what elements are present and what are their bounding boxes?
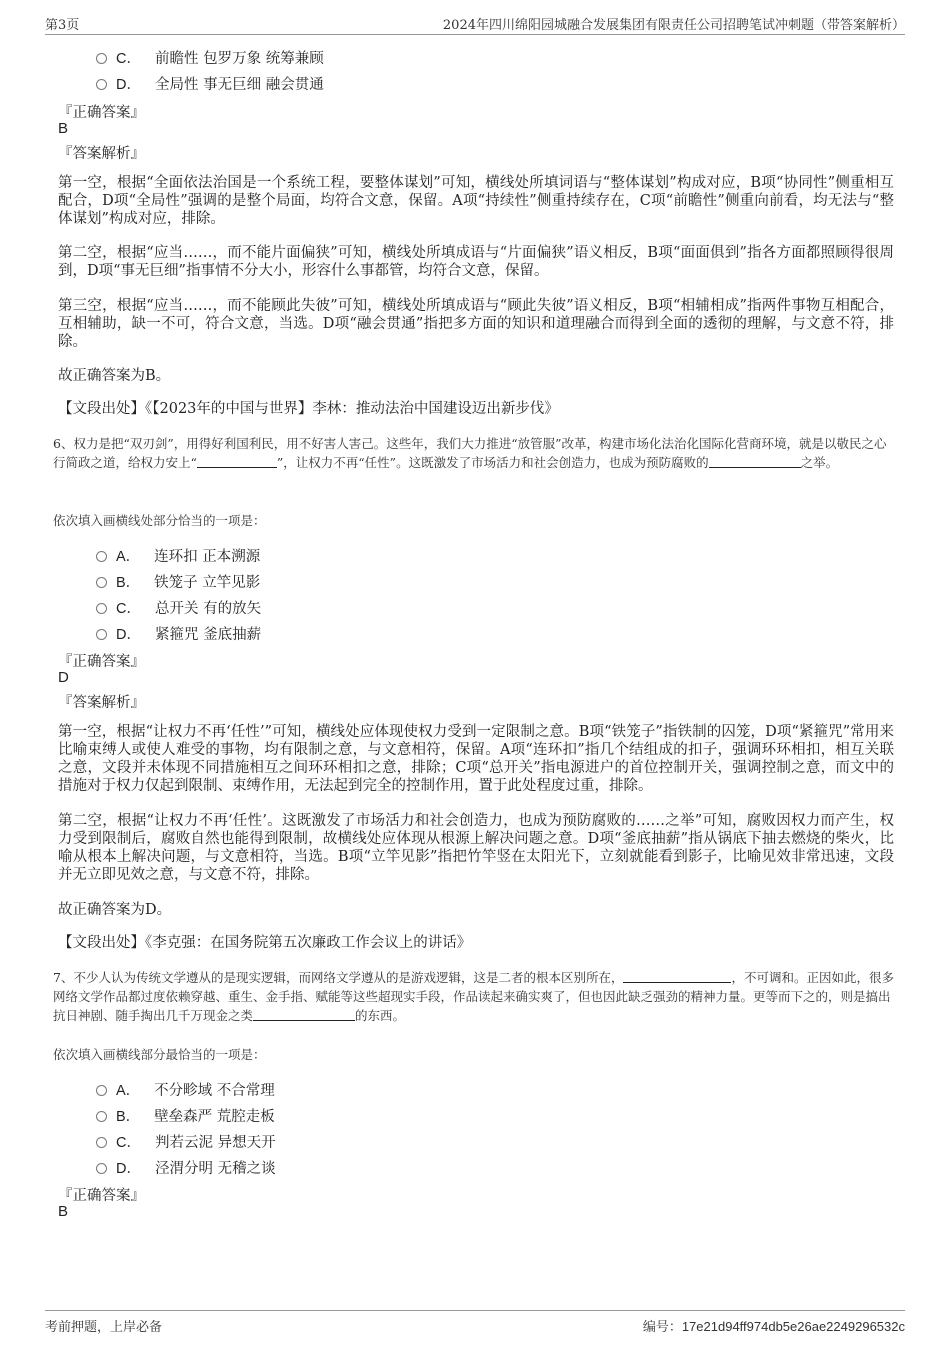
page-footer [45, 1310, 905, 1335]
q5-analysis-para-2: 第二空，根据“应当……，而不能片面偏狭”可知，横线处所填成语与“片面偏狭”语义相反，B项“面面俱到”指各方面都照顾得很周到，D项“事无巨细”指事情不分大小，形容什么事都管，均符合文意，保留。 [58, 245, 894, 279]
q5-analysis-label: 『答案解析』 [58, 146, 145, 162]
page-header [45, 12, 905, 35]
q6-answer: D [58, 669, 69, 686]
page-number: 第3页 [45, 18, 80, 33]
q6-option-c[interactable]: C． 总开关 有的放矢 [96, 597, 261, 618]
q5-option-d[interactable]: D． 全局性 事无巨细 融会贯通 [96, 73, 324, 94]
blank-line [253, 1008, 355, 1021]
radio-icon[interactable] [96, 629, 107, 640]
q5-conclusion: 故正确答案为B。 [58, 368, 171, 384]
q7-answer: B [58, 1203, 69, 1220]
radio-icon[interactable] [96, 1137, 107, 1148]
q6-analysis-label: 『答案解析』 [58, 695, 145, 711]
q5-source: 【文段出处】《【2023年的中国与世界】李林：推动法治中国建设迈出新步伐》 [58, 401, 559, 417]
q7-option-c[interactable]: C． 判若云泥 异想天开 [96, 1131, 276, 1152]
footer-slogan: 考前押题，上岸必备 [45, 1320, 163, 1335]
blank-line [623, 970, 731, 983]
q7-option-d[interactable]: D． 泾渭分明 无稽之谈 [96, 1157, 276, 1178]
radio-icon[interactable] [96, 1111, 107, 1122]
q6-stem: 6、权力是把“双刃剑”，用得好利国利民，用不好害人害己。这些年，我们大力推进“放管服”改革，构建市场化法治化国际化营商环境，就是以敬民之心行简政之道，给权力安上“ ”，让权力不再“任性”。这既激发了市场活力和社会创造力，也成为预防腐败的 之举。 [53, 436, 887, 470]
q6-analysis-para-1: 第一空，根据“让权力不再‘任性’”可知，横线处应体现使权力受到一定限制之意。B项“铁笼子”指铁制的囚笼，D项“紧箍咒”常用来比喻束缚人或使人难受的事物，均有限制之意，与文意相符，保留。A项“连环扣”指几个结组成的扣子，强调环环相扣，相互关联之意，文段并未体现不同措施相互之间环环相扣之意，排除；C项“总开关”指电源进户的首位控制开关，强调控制之意，而文中的措施对于权力仅起到限制、束缚作用，无法起到完全的控制作用，置于此处程度过重，排除。 [58, 724, 894, 794]
radio-icon[interactable] [96, 603, 107, 614]
q5-answer: B [58, 120, 69, 137]
q7-option-a[interactable]: A． 不分畛域 不合常理 [96, 1079, 275, 1100]
q6-source: 【文段出处】《李克强：在国务院第五次廉政工作会议上的讲话》 [58, 935, 472, 951]
q7-answer-label: 『正确答案』 [58, 1188, 145, 1204]
q5-answer-label: 『正确答案』 [58, 105, 145, 121]
radio-icon[interactable] [96, 53, 107, 64]
q7-instruction: 依次填入画横线部分最恰当的一项是： [53, 1047, 266, 1062]
blank-line [197, 455, 277, 468]
q6-conclusion: 故正确答案为D。 [58, 902, 172, 918]
radio-icon[interactable] [96, 79, 107, 90]
q6-instruction: 依次填入画横线处部分恰当的一项是： [53, 513, 266, 528]
footer-code: 编号：17e21d94ff974db5e26ae2249296532c [642, 1319, 905, 1335]
radio-icon[interactable] [96, 551, 107, 562]
q6-option-a[interactable]: A． 连环扣 正本溯源 [96, 545, 260, 566]
q7-option-b[interactable]: B． 壁垒森严 荒腔走板 [96, 1105, 275, 1126]
q6-analysis-para-2: 第二空，根据“让权力不再‘任性’。这既激发了市场活力和社会创造力，也成为预防腐败的……之举”可知，腐败因权力而产生，权力受到限制后，腐败自然也能得到限制，故横线处应体现从根源上解决问题之意。D项“釜底抽薪”指从锅底下抽去燃烧的柴火，比喻从根本上解决问题，与文意相符，当选。B项“立竿见影”指把竹竿竖在太阳光下，立刻就能看到影子，比喻见效非常迅速，文段并无立即见效之意，与文意不符，排除。 [58, 813, 894, 883]
q5-analysis-para-1: 第一空，根据“全面依法治国是一个系统工程，要整体谋划”可知，横线处所填词语与“整体谋划”构成对应，B项“协同性”侧重相互配合，D项“全局性”强调的是整个局面，均符合文意，保留。A项“持续性”侧重持续存在，C项“前瞻性”侧重向前看，均无法与“整体谋划”构成对应，排除。 [58, 175, 894, 227]
q7-stem: 7、不少人认为传统文学遵从的是现实逻辑，而网络文学遵从的是游戏逻辑，这是二者的根本区别所在， ，不可调和。正因如此，很多网络文学作品都过度依赖穿越、重生、金手指、赋能等这些超现实手段，作品读起来确实爽了，但也因此缺乏强劲的精神力量。更等而下之的，则是搞出抗日神剧、随手掏出几千万现金之类 的东西。 [53, 970, 894, 1023]
blank-line [709, 455, 801, 468]
document-title: 2024年四川绵阳园城融合发展集团有限责任公司招聘笔试冲刺题（带答案解析） [442, 18, 905, 33]
q5-analysis-para-3: 第三空，根据“应当……，而不能顾此失彼”可知，横线处所填成语与“顾此失彼”语义相反，B项“相辅相成”指两件事物互相配合，互相辅助，缺一不可，符合文意，当选。D项“融会贯通”指把多方面的知识和道理融合而得到全面的透彻的理解，与文意不符，排除。 [58, 298, 894, 350]
radio-icon[interactable] [96, 577, 107, 588]
q6-answer-label: 『正确答案』 [58, 654, 145, 670]
radio-icon[interactable] [96, 1085, 107, 1096]
q5-option-c[interactable]: C． 前瞻性 包罗万象 统筹兼顾 [96, 47, 324, 68]
q6-option-d[interactable]: D． 紧箍咒 釜底抽薪 [96, 623, 261, 644]
q6-option-b[interactable]: B． 铁笼子 立竿见影 [96, 571, 260, 592]
radio-icon[interactable] [96, 1163, 107, 1174]
